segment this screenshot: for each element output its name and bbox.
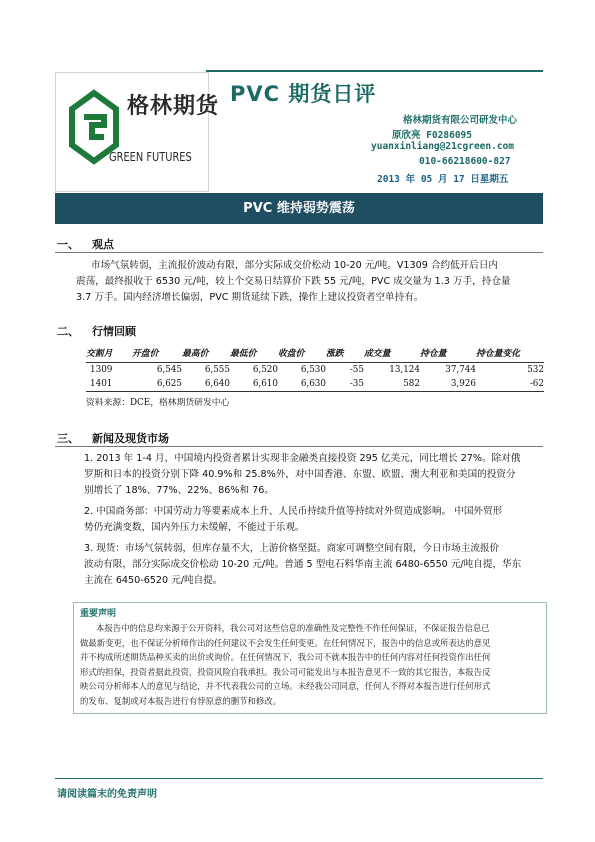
column-header: 开盘价 [132,344,182,363]
table-source-note: 资料来源：DCE，格林期货研发中心 [86,398,230,408]
table-cell: 6,545 [156,365,182,375]
table-cell: 13,124 [389,365,420,375]
news-line: 主流在 6450-6520 元/吨自提。 [84,575,223,586]
disclaimer-title: 重要声明 [80,609,117,619]
header-rule [206,70,543,72]
table-header-row [86,344,544,363]
report-title: PVC 期货日评 [230,82,377,106]
table-cell: -55 [349,365,364,375]
footer-note: 请阅读篇末的免责声明 [57,789,157,800]
column-header: 最高价 [182,344,230,363]
section-number: 二、 [57,325,79,338]
disclaimer-line: 并不构成所述期货品种买卖的出价或询价。在任何情况下，我公司不就本报告中的任何内容对任何投资作出任何 [80,652,491,662]
disclaimer-line: 形式的担保，投资者据此投资，投资风险自我承担。我公司可能发出与本报告意见不一致的其它报告，本报告反 [80,666,491,677]
quote-table [86,344,544,392]
news-line: 1. 2013 年 1-4 月，中国境内投资者累计实现非金融类直接投资 295 亿美元，同比增长 27%。除对俄 [84,453,521,464]
table-cell: 6,520 [252,365,278,375]
table-cell: 6,555 [204,365,230,375]
table-cell: 582 [403,379,420,389]
section-number: 一、 [57,238,79,251]
news-line: 别增长了 18%、77%、22%、86%和 76。 [84,485,274,496]
table-row [86,377,544,392]
column-header: 最低价 [230,344,278,363]
table-cell: 6,640 [204,379,230,389]
table-cell: 6,630 [300,379,326,389]
report-date: 2013 年 05 月 17 日星期五 [377,174,509,185]
column-header: 持仓量 [420,344,476,363]
view-line: 市场气氛转弱，主流报价波动有限，部分实际成交价松动 10-20 元/吨。V1309 合约低开后日内 [91,260,499,271]
news-line: 2. 中国商务部：中国劳动力等要素成本上升、人民币持续升值等持续对外贸造成影响。 中国外贸形 [84,506,503,517]
table-cell: 6,530 [300,365,326,375]
view-line: 3.7 万手。国内经济增长偏弱，PVC 期货延续下跌，操作上建议投资者空单持有。 [76,292,424,303]
news-line: 波动有限，部分实际成交价松动 10-20 元/吨。普通 5 型电石料华南主流 6480-6550 元/吨自提，华东 [84,559,522,570]
logo-chinese-name: 格林期货 [127,94,220,119]
news-line: 势仍充满变数，国内外压力未缓解，不能过于乐观。 [84,522,305,533]
column-header: 持仓量变化 [476,344,544,363]
analyst-email[interactable]: yuanxinliang@21cgreen.com [371,141,514,152]
analyst-name: 原欣亮 F0286095 [392,130,472,141]
column-header: 交割月 [86,344,132,363]
column-header: 收盘价 [278,344,326,363]
analyst-phone: 010-66218600-827 [419,156,511,167]
news-line: 3. 现货：市场气氛转弱，但库存量不大，上游价格坚挺。商家可调整空间有限，今日市场主流报价 [84,543,500,554]
section-number: 三、 [57,432,79,445]
section-rule [55,446,543,447]
disclaimer-line: 本报告中的信息均来源于公开资料，我公司对这些信息的准确性及完整性不作任何保证，不保证报告信息已 [96,623,490,633]
footer-rule [55,778,543,779]
view-line: 震荡，最终报收于 6530 元/吨，较上个交易日结算价下跌 55 元/吨，PVC 成交量为 1.3 万手，持仓量 [76,276,511,287]
news-item [84,504,546,536]
column-header: 成交量 [364,344,420,363]
news-item [84,541,546,589]
table-cell: -62 [529,379,544,389]
news-item [84,451,546,499]
section-title-news: 新闻及现货市场 [92,432,169,445]
company-logo [55,72,220,192]
table-cell: 3,926 [450,379,476,389]
section-rule [55,252,543,253]
disclaimer-line: 做最新变更，也不保证分析师作出的任何建议不会发生任何变更。在任何情况下，报告中的信息或所表达的意见 [80,637,491,648]
disclaimer-line: 的发布、复制或对本报告进行有悖原意的删节和修改。 [80,695,281,706]
table-cell: 6,625 [156,379,182,389]
table-row [86,363,544,378]
section-title-view: 观点 [92,238,114,251]
section-title-market-review: 行情回顾 [92,325,136,338]
disclaimer-text [80,621,538,708]
column-header: 涨跌 [326,344,364,363]
table-cell: 1309 [90,365,113,375]
logo-english-name: GREEN FUTURES [109,150,192,164]
view-paragraph [76,258,546,306]
table-cell: 37,744 [445,365,476,375]
table-cell: 532 [527,365,544,375]
news-line: 罗斯和日本的投资分别下降 40.9%和 25.8%外，对中国香港、东盟、欧盟、澳大利亚和美国的投资分 [84,469,516,480]
headline-banner: PVC 维持弱势震荡 [55,193,543,224]
company-name: 格林期货有限公司研发中心 [403,115,518,126]
table-cell: 6,610 [252,379,278,389]
disclaimer-line: 映公司分析师本人的意见与结论，并不代表我公司的立场。未经我公司同意，任何人不得对本报告进行任何形式 [80,681,491,691]
table-cell: 1401 [90,379,113,389]
table-cell: -35 [349,379,364,389]
